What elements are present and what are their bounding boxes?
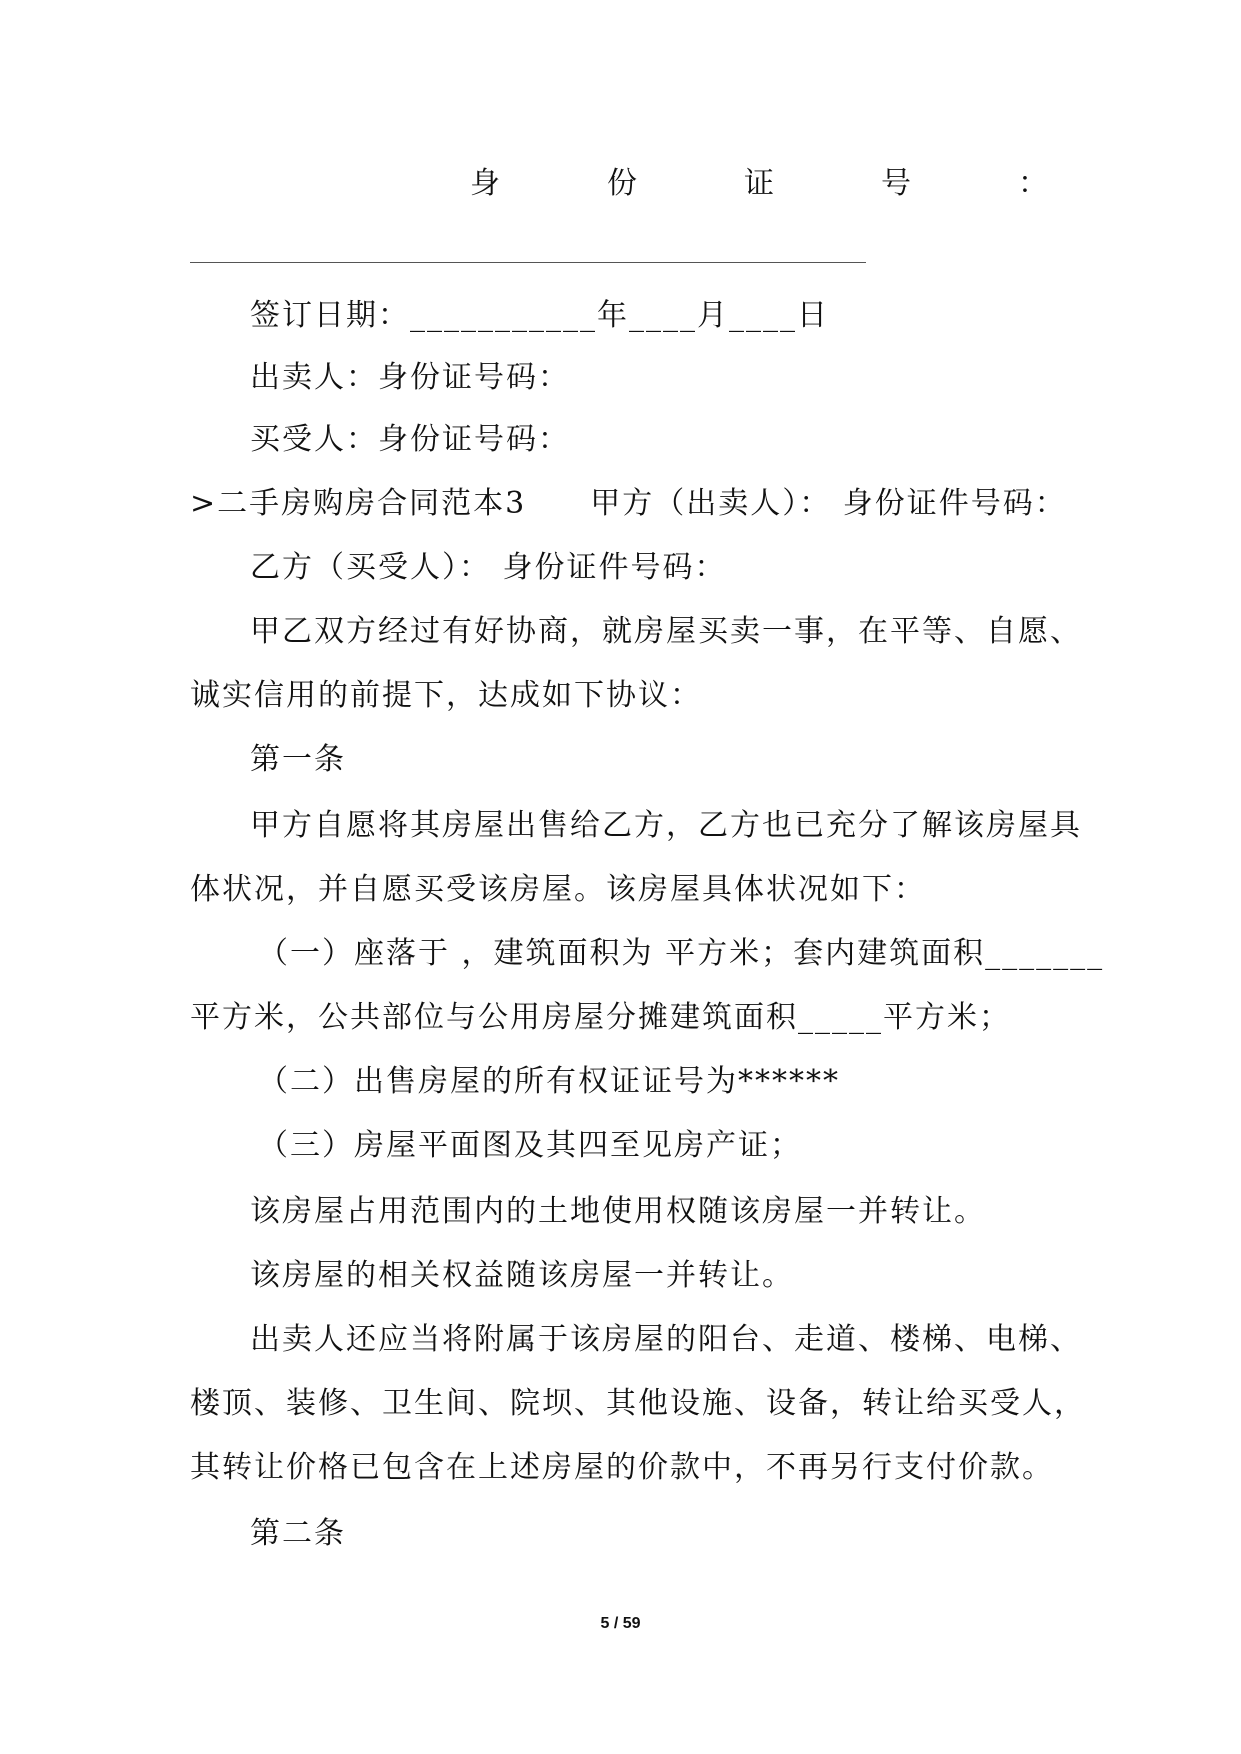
party-b-line: 乙方（买受人）： 身份证件号码： bbox=[250, 550, 727, 585]
article-heading: 第二条 bbox=[250, 1516, 346, 1551]
paragraph-line: 出卖人还应当将附属于该房屋的阳台、走道、楼梯、电梯、 bbox=[250, 1322, 1082, 1357]
contract-title: >二手房购房合同范本3 bbox=[190, 486, 527, 521]
id-char-1: 身 bbox=[470, 166, 500, 201]
clause-item: （一）座落于 ，建筑面积为 平方米；套内建筑面积_______ bbox=[258, 936, 1105, 971]
buyer-id-line: 买受人：身份证号码： bbox=[250, 422, 570, 457]
paragraph-line: 其转让价格已包含在上述房屋的价款中，不再另行支付价款。 bbox=[190, 1450, 1054, 1485]
party-a-line: 甲方（出卖人）： 身份证件号码： bbox=[590, 486, 1067, 521]
article-heading: 第一条 bbox=[250, 742, 346, 777]
clause-item: （二）出售房屋的所有权证证号为****** bbox=[258, 1064, 840, 1099]
id-char-4: 号 bbox=[881, 166, 911, 201]
clause-item: （三）房屋平面图及其四至见房产证； bbox=[258, 1128, 802, 1163]
id-char-5: ： bbox=[1018, 166, 1048, 201]
page-number: 5 / 59 bbox=[600, 1615, 641, 1632]
paragraph-line: 该房屋占用范围内的土地使用权随该房屋一并转让。 bbox=[250, 1194, 986, 1229]
paragraph-line: 平方米，公共部位与公用房屋分摊建筑面积_____平方米； bbox=[190, 1000, 1011, 1035]
seller-id-line: 出卖人：身份证号码： bbox=[250, 360, 570, 395]
id-number-blank-rule bbox=[190, 262, 866, 263]
id-number-line bbox=[470, 164, 1048, 204]
id-char-3: 证 bbox=[744, 166, 774, 201]
paragraph-line: 体状况，并自愿买受该房屋。该房屋具体状况如下： bbox=[190, 872, 926, 907]
paragraph-line: 楼顶、装修、卫生间、院坝、其他设施、设备，转让给买受人， bbox=[190, 1386, 1086, 1421]
paragraph-line: 该房屋的相关权益随该房屋一并转让。 bbox=[250, 1258, 794, 1293]
paragraph-line: 甲乙双方经过有好协商，就房屋买卖一事，在平等、自愿、 bbox=[250, 614, 1082, 649]
id-char-2: 份 bbox=[607, 166, 637, 201]
paragraph-line: 诚实信用的前提下，达成如下协议： bbox=[190, 678, 702, 713]
signing-date-line: 签订日期：___________年____月____日 bbox=[250, 298, 829, 333]
contract-heading-line bbox=[190, 484, 1067, 524]
paragraph-line: 甲方自愿将其房屋出售给乙方，乙方也已充分了解该房屋具 bbox=[250, 808, 1082, 843]
